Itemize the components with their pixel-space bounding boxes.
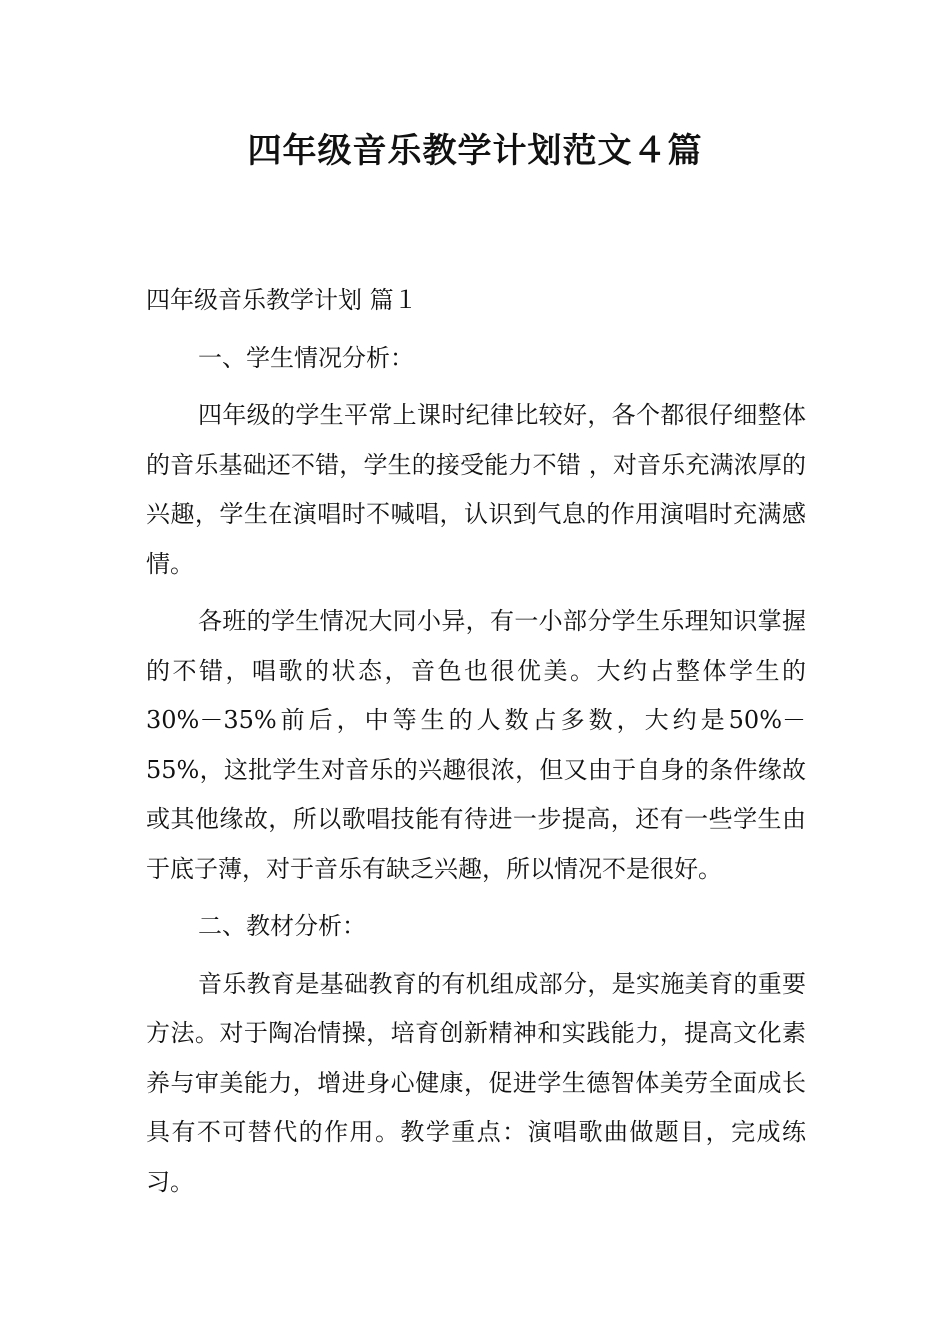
paragraph-class-situation: 各班的学生情况大同小异，有一小部分学生乐理知识掌握的不错，唱歌的状态，音色也很优美。大约占整体学生的 30%－35%前后，中等生的人数占多数，大约是50%－55%，这批学生对音乐的兴趣很浓，但又由于自身的条件缘故或其他缘故，所以歌唱技能有待进一步提高，还有一些学生由于底子薄，对于音乐有缺乏兴趣，所以情况不是很好。	[146, 607, 806, 883]
section-heading: 四年级音乐教学计划 篇１	[146, 286, 418, 314]
heading-student-analysis: 一、学生情况分析：	[198, 343, 414, 372]
document-title: 四年级音乐教学计划范文４篇	[247, 131, 703, 171]
paragraph-student-overview: 四年级的学生平常上课时纪律比较好，各个都很仔细整体的音乐基础还不错，学生的接受能力不错 ，对音乐充满浓厚的兴趣，学生在演唱时不喊唱，认识到气息的作用演唱时充满感情。	[146, 401, 806, 578]
heading-textbook-analysis: 二、教材分析：	[198, 912, 366, 940]
document-body	[146, 276, 806, 1207]
paragraph-music-education: 音乐教育是基础教育的有机组成部分，是实施美育的重要方法。对于陶冶情操，培育创新精神和实践能力，提高文化素养与审美能力，增进身心健康，促进学生德智体美劳全面成长具有不可替代的作用。教学重点：演唱歌曲做题目，完成练习。	[146, 969, 806, 1196]
